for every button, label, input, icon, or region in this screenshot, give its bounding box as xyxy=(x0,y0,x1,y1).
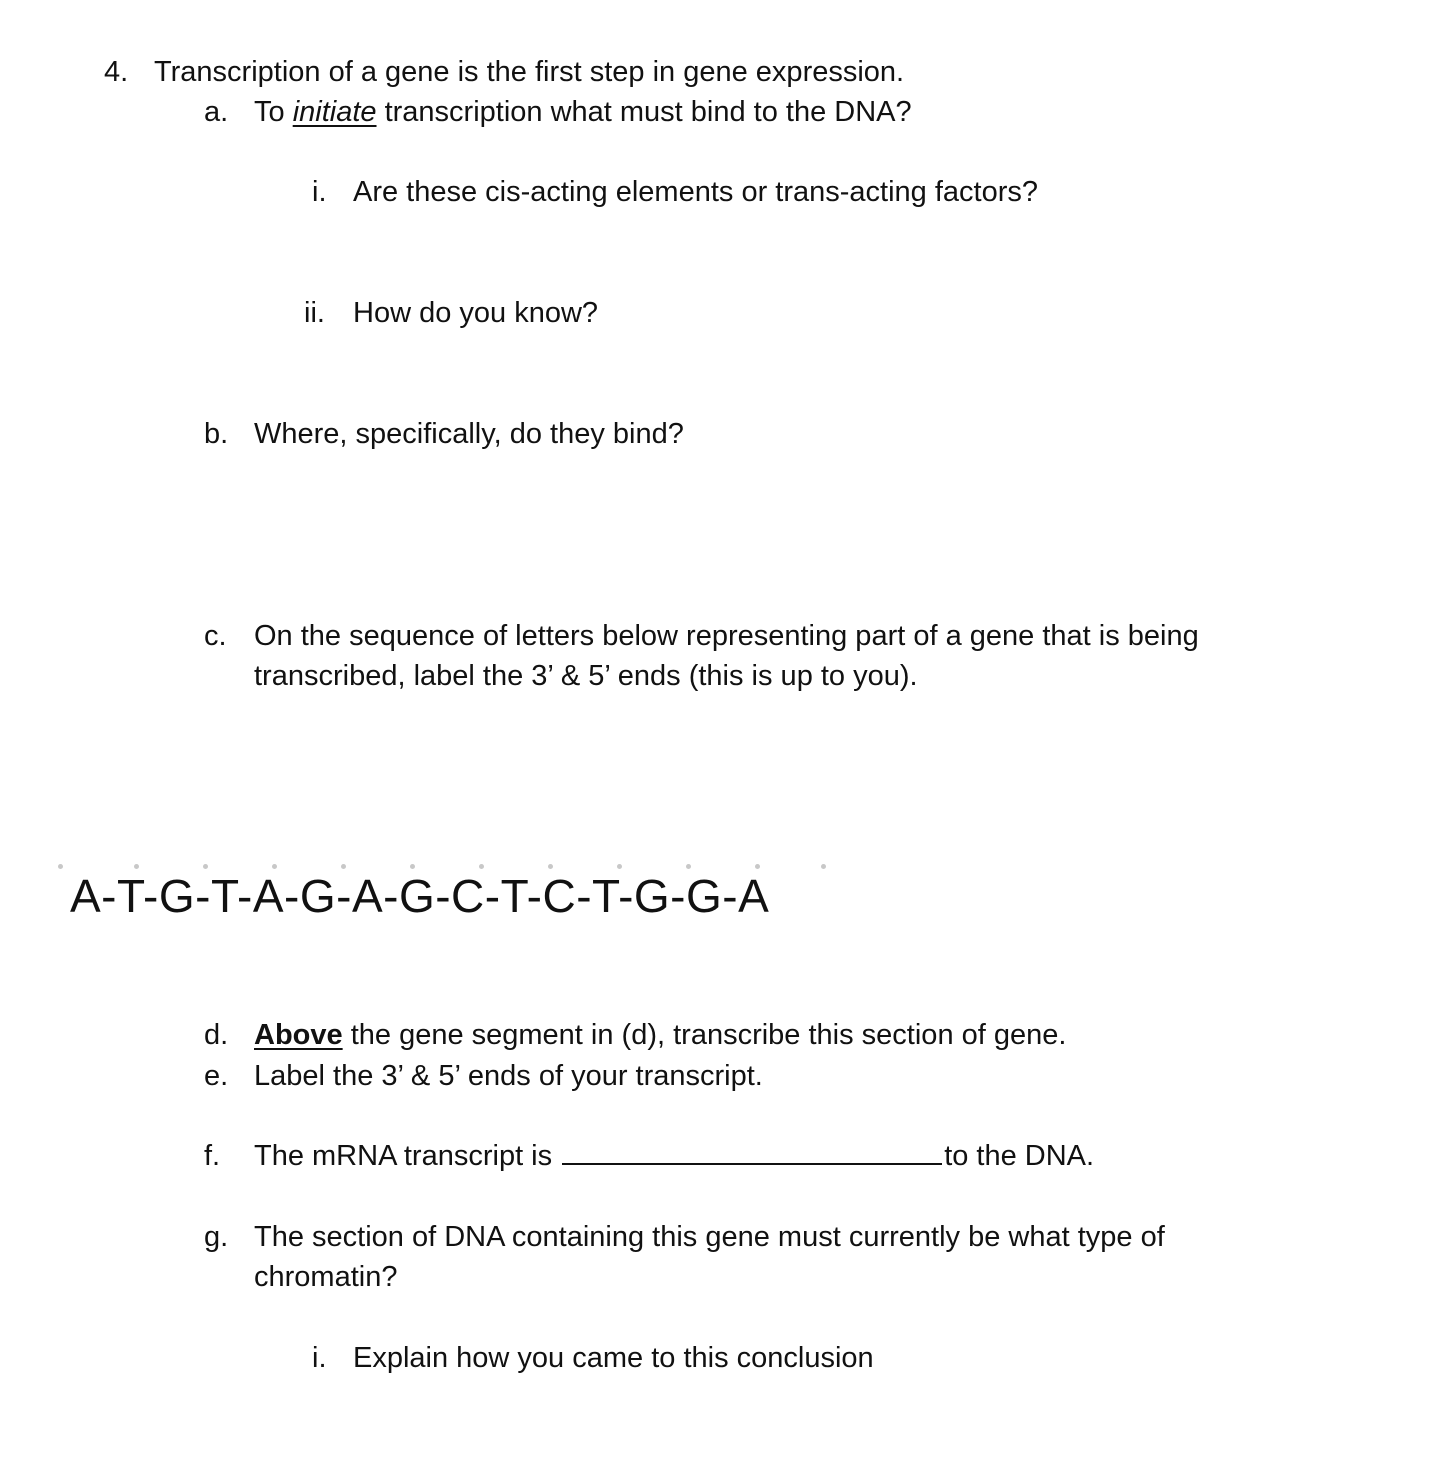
dna-sequence: A-T-G-T-A-G-A-G-C-T-C-T-G-G-A xyxy=(70,870,770,922)
item-c-line2: transcribed, label the 3’ & 5’ ends (this is up to you). xyxy=(254,660,918,692)
item-b-marker: b. xyxy=(204,418,229,450)
guide-dot xyxy=(821,864,826,869)
item-f-marker: f. xyxy=(204,1140,221,1172)
item-e-marker: e. xyxy=(204,1060,229,1092)
guide-dot xyxy=(58,864,63,869)
item-g-i-text: Explain how you came to this conclusion xyxy=(353,1342,874,1374)
item-c-marker: c. xyxy=(204,620,227,652)
item-a-i-text: Are these cis-acting elements or trans-acting factors? xyxy=(353,176,1039,208)
question-number: 4. xyxy=(104,56,129,88)
item-g-marker: g. xyxy=(204,1221,229,1253)
item-c-line1: On the sequence of letters below representing part of a gene that is being xyxy=(254,620,1199,652)
item-f-text xyxy=(254,1136,1094,1176)
item-a-ii-text: How do you know? xyxy=(353,297,599,329)
item-a-emphasis: initiate xyxy=(292,96,377,128)
item-g-i-marker: i. xyxy=(312,1342,327,1374)
item-g-line2: chromatin? xyxy=(254,1261,398,1293)
answer-blank[interactable] xyxy=(562,1139,942,1165)
item-d-post: the gene segment in (d), transcribe this section of gene. xyxy=(342,1019,1067,1051)
item-d-text xyxy=(254,1015,1066,1055)
item-b-text: Where, specifically, do they bind? xyxy=(254,418,684,450)
item-d-marker: d. xyxy=(204,1019,229,1051)
item-a-text xyxy=(254,92,912,132)
item-f-post: to the DNA. xyxy=(944,1140,1095,1172)
item-d-bold: Above xyxy=(254,1019,343,1051)
item-a-post: transcription what must bind to the DNA? xyxy=(376,96,912,128)
item-f-pre: The mRNA transcript is xyxy=(254,1140,561,1172)
item-a-pre: To xyxy=(254,96,293,128)
item-a-ii-marker: ii. xyxy=(304,297,325,329)
item-e-text: Label the 3’ & 5’ ends of your transcript. xyxy=(254,1060,763,1092)
item-a-marker: a. xyxy=(204,96,229,128)
item-g-line1: The section of DNA containing this gene must currently be what type of xyxy=(254,1221,1165,1253)
question-text: Transcription of a gene is the first step in gene expression. xyxy=(154,56,905,88)
item-a-i-marker: i. xyxy=(312,176,327,208)
